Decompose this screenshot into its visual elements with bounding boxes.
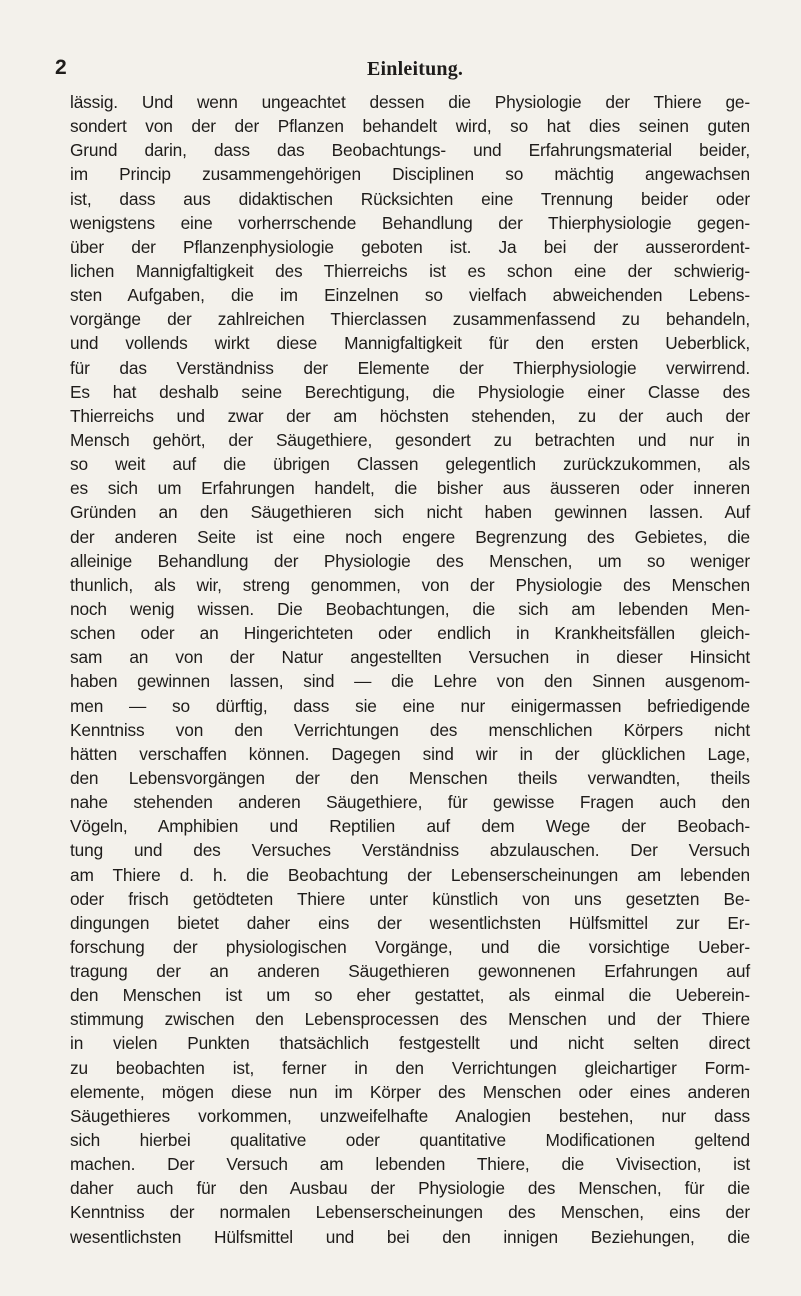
text-line: ist, dass aus didaktischen Rücksichten eine Trennung beider oder	[70, 188, 750, 209]
text-line: lässig. Und wenn ungeachtet dessen die Physiologie der Thiere ge-	[70, 92, 750, 112]
text-line: Es hat deshalb seine Berechtigung, die Physiologie einer Classe des	[70, 381, 750, 402]
text-line: den Menschen ist um so eher gestattet, als einmal die Ueberein-	[70, 985, 750, 1006]
text-line: und vollends wirkt diese Mannigfaltigkeit für den ersten Ueberblick,	[70, 333, 750, 354]
text-line: alleinige Behandlung der Physiologie des Menschen, um so weniger	[70, 550, 750, 571]
text-line: tragung der an anderen Säugethieren gewonnenen Erfahrungen auf	[70, 961, 750, 982]
text-line: über der Pflanzenphysiologie geboten ist. Ja bei der ausserordent-	[70, 236, 750, 257]
text-line: forschung der physiologischen Vorgänge, und die vorsichtige Ueber-	[70, 936, 750, 957]
text-line: in vielen Punkten thatsächlich festgestellt und nicht selten direct	[70, 1033, 750, 1054]
text-line: zu beobachten ist, ferner in den Verrichtungen gleichartiger Form-	[70, 1057, 750, 1078]
text-line: lichen Mannigfaltigkeit des Thierreichs ist es schon eine der schwierig-	[70, 260, 750, 281]
text-line: men — so dürftig, dass sie eine nur einigermassen befriedigende	[70, 695, 750, 716]
page-header	[55, 56, 755, 86]
text-line: schen oder an Hingerichteten oder endlich in Krankheitsfällen gleich-	[70, 623, 750, 644]
text-line: nahe stehenden anderen Säugethiere, für gewisse Fragen auch den	[70, 792, 750, 813]
text-line: im Princip zusammengehörigen Disciplinen so mächtig angewachsen	[70, 164, 750, 185]
page-number: 2	[55, 56, 67, 79]
text-line: Säugethieres vorkommen, unzweifelhafte Analogien bestehen, nur dass	[70, 1105, 750, 1126]
text-line: noch wenig wissen. Die Beobachtungen, die sich am lebenden Men-	[70, 598, 750, 619]
text-line: haben gewinnen lassen, sind — die Lehre von den Sinnen ausgenom-	[70, 671, 750, 692]
text-line: sich hierbei qualitative oder quantitative Modificationen geltend	[70, 1130, 750, 1151]
text-line: für das Verständniss der Elemente der Thierphysiologie verwirrend.	[70, 357, 750, 378]
text-line: Vögeln, Amphibien und Reptilien auf dem Wege der Beobach-	[70, 816, 750, 837]
running-head: Einleitung.	[367, 58, 464, 80]
text-line: dingungen bietet daher eins der wesentlichsten Hülfsmittel zur Er-	[70, 912, 750, 933]
text-line: Mensch gehört, der Säugethiere, gesondert zu betrachten und nur in	[70, 429, 750, 450]
text-line: wenigstens eine vorherrschende Behandlung der Thierphysiologie gegen-	[70, 212, 750, 233]
text-line: thunlich, als wir, streng genommen, von der Physiologie des Menschen	[70, 574, 750, 595]
text-line: elemente, mögen diese nun im Körper des Menschen oder eines anderen	[70, 1081, 750, 1102]
text-line: sten Aufgaben, die im Einzelnen so vielfach abweichenden Lebens-	[70, 285, 750, 306]
text-line: hätten verschaffen können. Dagegen sind wir in der glücklichen Lage,	[70, 743, 750, 764]
text-line: sondert von der der Pflanzen behandelt wird, so hat dies seinen guten	[70, 116, 750, 137]
text-line: Kenntniss der normalen Lebenserscheinungen des Menschen, eins der	[70, 1202, 750, 1223]
text-line: es sich um Erfahrungen handelt, die bisher aus äusseren oder inneren	[70, 478, 750, 499]
text-line: am Thiere d. h. die Beobachtung der Lebenserscheinungen am lebenden	[70, 864, 750, 885]
text-line: Kenntniss von den Verrichtungen des menschlichen Körpers nicht	[70, 719, 750, 740]
text-line: oder frisch getödteten Thiere unter künstlich von uns gesetzten Be-	[70, 888, 750, 909]
text-line: sam an von der Natur angestellten Versuchen in dieser Hinsicht	[70, 647, 750, 668]
text-line: daher auch für den Ausbau der Physiologie des Menschen, für die	[70, 1178, 750, 1199]
text-line: Thierreichs und zwar der am höchsten stehenden, zu der auch der	[70, 405, 750, 426]
text-line: vorgänge der zahlreichen Thierclassen zusammenfassend zu behandeln,	[70, 309, 750, 330]
text-line: stimmung zwischen den Lebensprocessen des Menschen und der Thiere	[70, 1009, 750, 1030]
text-line: Grund darin, dass das Beobachtungs- und Erfahrungsmaterial beider,	[70, 140, 750, 161]
text-line: so weit auf die übrigen Classen gelegentlich zurückzukommen, als	[70, 454, 750, 475]
text-line: der anderen Seite ist eine noch engere Begrenzung des Gebietes, die	[70, 526, 750, 547]
text-line: wesentlichsten Hülfsmittel und bei den innigen Beziehungen, die	[70, 1226, 750, 1247]
text-line: Gründen an den Säugethieren sich nicht haben gewinnen lassen. Auf	[70, 502, 750, 523]
text-line: machen. Der Versuch am lebenden Thiere, die Vivisection, ist	[70, 1154, 750, 1175]
text-line: den Lebensvorgängen der den Menschen theils verwandten, theils	[70, 767, 750, 788]
text-line: tung und des Versuches Verständniss abzulauschen. Der Versuch	[70, 840, 750, 861]
body-text	[70, 90, 750, 1249]
